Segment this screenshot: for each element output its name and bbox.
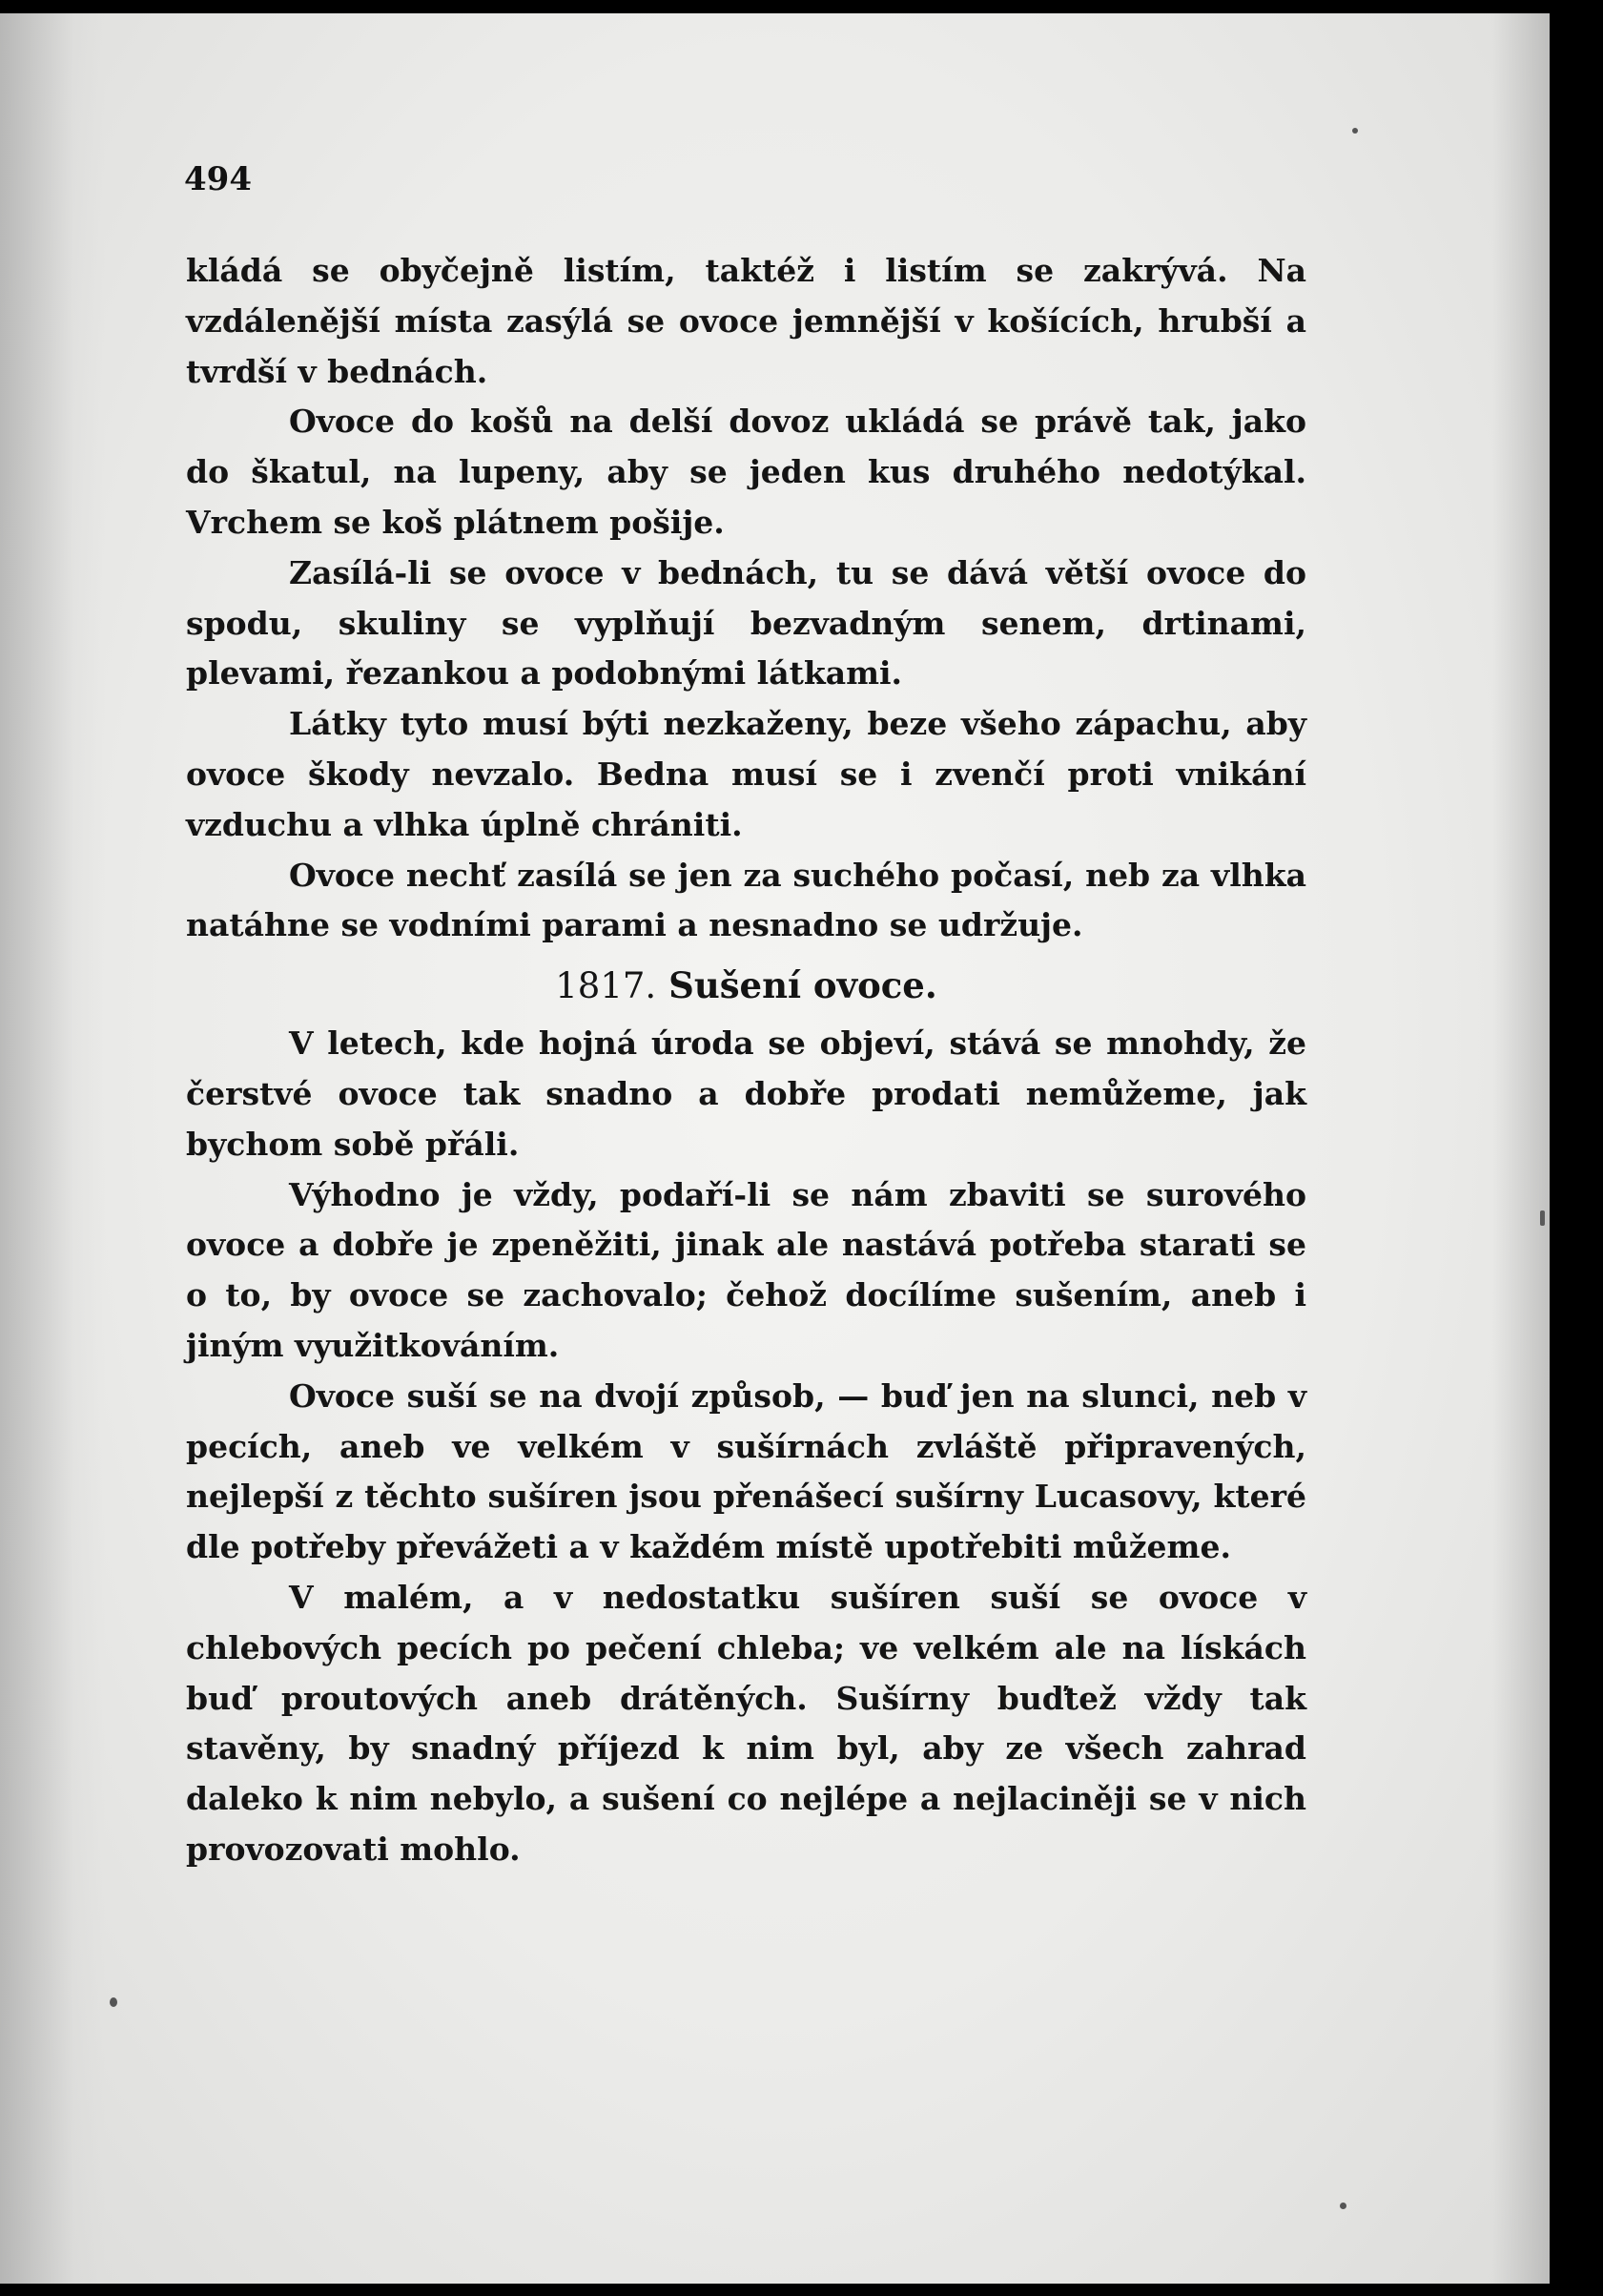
- paragraph: Zasílá-li se ovoce v bednách, tu se dává větší ovoce do spodu, skuliny se vyplňují bezvadným senem, drtinami, plevami, řezankou a podobnými látkami.: [186, 553, 1306, 693]
- page-body-text: [186, 246, 1306, 1875]
- paper-speck: [1540, 1210, 1545, 1226]
- paragraph: V malém, a v nedostatku sušíren suší se ovoce v chlebových pecích po pečení chleba; ve velkém ale na lískách buď proutových aneb drátěných. Sušírny buďtež vždy tak stavěny, by snadný příjezd k nim byl, aby ze všech zahrad daleko k nim nebylo, a sušení co nejlépe a nejlaciněji se v nich provozovati mohlo.: [186, 1578, 1306, 1868]
- paragraph: Výhodno je vždy, podaří-li se nám zbaviti se surového ovoce a dobře je zpeněžiti, jinak ale nastává potřeba starati se o to, by ovoce se zachovalo; čehož docílíme sušením, aneb i jiným využitkováním.: [186, 1175, 1306, 1364]
- section-title: Sušení ovoce.: [668, 964, 937, 1007]
- paragraph: Ovoce suší se na dvojí způsob, — buď jen na slunci, neb v pecích, aneb ve velkém v sušírnách zvláště připravených, nejlepší z těchto sušíren jsou přenášecí sušírny Lucasovy, které dle potřeby převážeti a v každém místě upotřebiti můžeme.: [186, 1376, 1306, 1566]
- paragraph: V letech, kde hojná úroda se objeví, stává se mnohdy, že čerstvé ovoce tak snadno a dobře prodati nemůžeme, jak bychom sobě přáli.: [186, 1024, 1306, 1163]
- paragraph: Ovoce nechť zasílá se jen za suchého počasí, neb za vlhka natáhne se vodními parami a nesnadno se udržuje.: [186, 856, 1306, 944]
- page-number: 494: [184, 160, 252, 198]
- section-number: 1817.: [555, 965, 657, 1007]
- paper-speck: [1352, 128, 1358, 134]
- paragraph: Ovoce do košů na delší dovoz ukládá se právě tak, jako do škatul, na lupeny, aby se jeden kus druhého nedotýkal. Vrchem se koš plátnem pošije.: [186, 403, 1306, 541]
- paper-speck: [1340, 2203, 1346, 2209]
- paragraph: kládá se obyčejně listím, taktéž i listím se zakrývá. Na vzdálenější místa zasýlá se ovoce jemnější v košících, hrubší a tvrdší v bednách.: [186, 252, 1306, 390]
- paragraph: Látky tyto musí býti nezkaženy, beze všeho zápachu, aby ovoce škody nevzalo. Bedna musí se i zvenčí proti vnikání vzduchu a vlhka úplně chrániti.: [186, 705, 1306, 843]
- section-heading: [186, 951, 1306, 1019]
- paper-speck: [110, 1997, 117, 2007]
